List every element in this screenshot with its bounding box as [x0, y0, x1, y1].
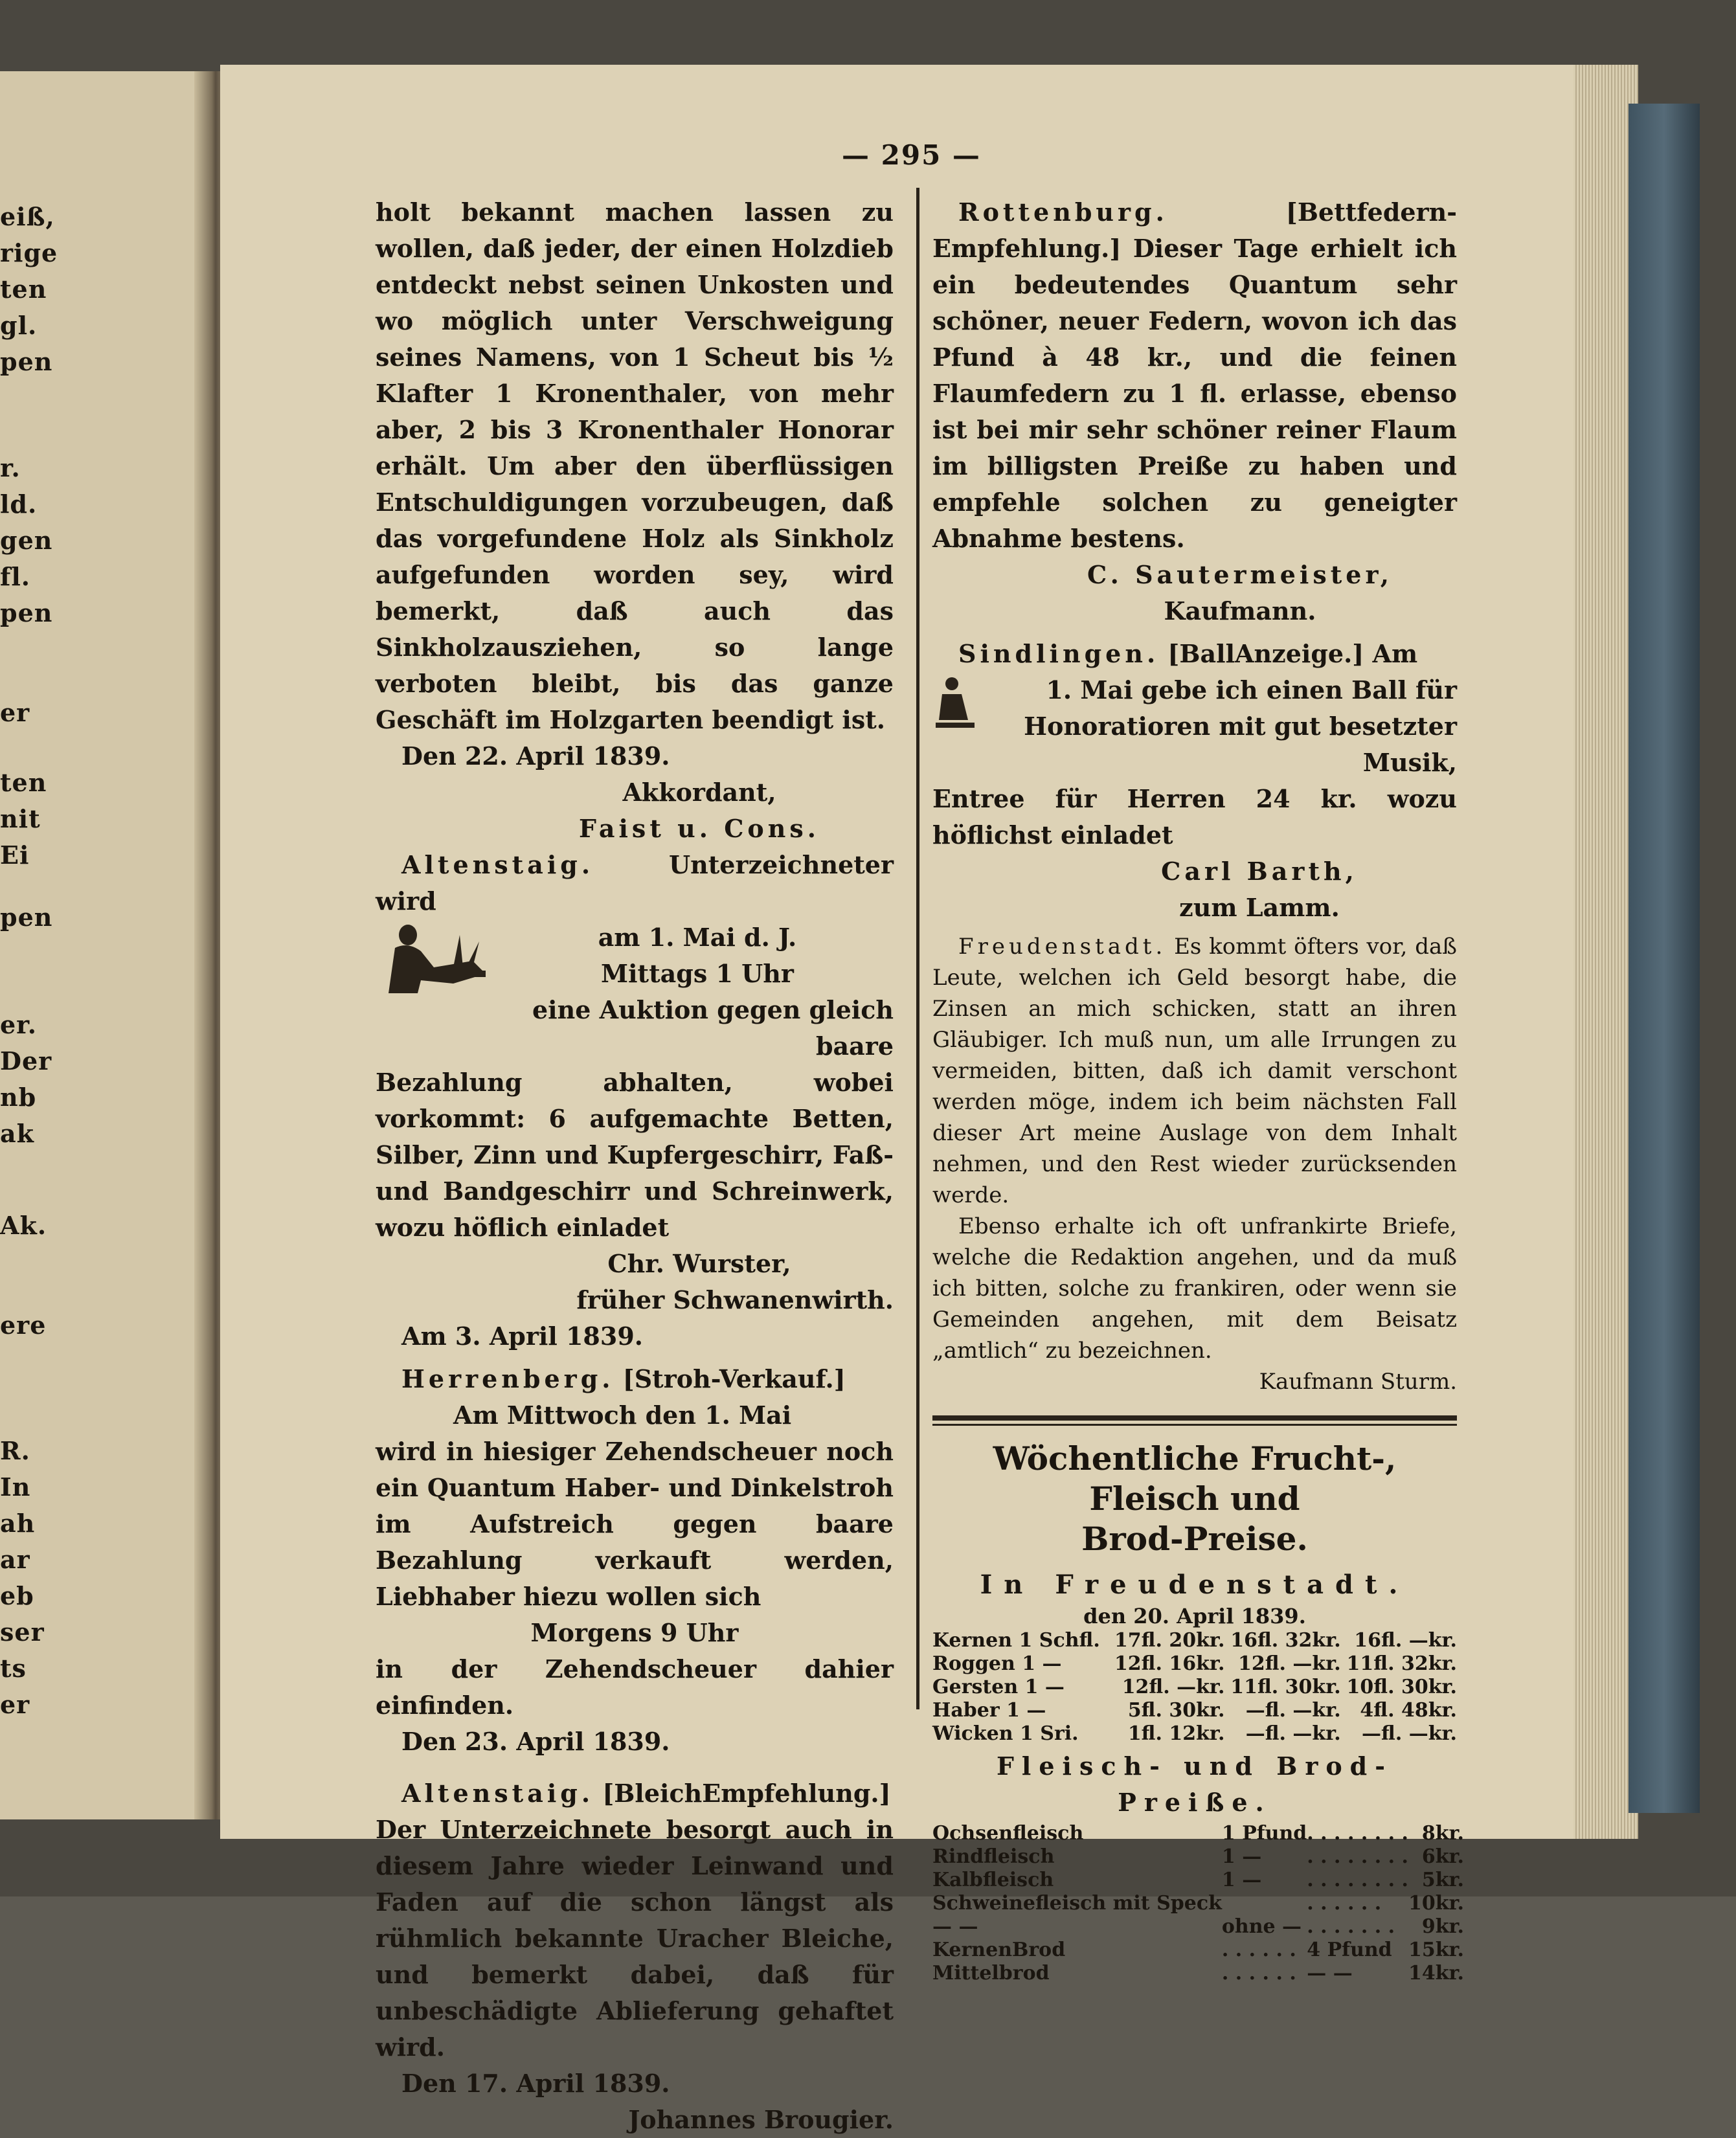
- table-cell: Mittelbrod: [932, 1962, 1050, 1985]
- fragment: R.: [0, 1436, 30, 1465]
- ad-altenstaig-block: [376, 919, 894, 1064]
- fragment: r.: [0, 453, 21, 482]
- table-cell: Roggen 1 —: [932, 1652, 1062, 1675]
- fragment: ar: [0, 1545, 30, 1574]
- fragment: eiß,: [0, 202, 55, 231]
- table-row: [932, 1822, 1464, 1845]
- table-row: [932, 1722, 1457, 1746]
- fragment: rige: [0, 238, 58, 267]
- prices-title: Wöchentliche Frucht-, Fleisch und: [993, 1439, 1397, 1518]
- ad-title: [Stroh-Verkauf.]: [622, 1364, 846, 1393]
- table-cell: 9kr.: [1421, 1915, 1464, 1938]
- ad-sindlingen-block: [932, 672, 1457, 781]
- table-cell: KernenBrod: [932, 1939, 1066, 1961]
- ad-freudenstadt-body2: Ebenso erhalte ich oft unfrankirte Briefe, welche die Redaktion angehen, und da muß ich bitten, solche zu frankiren, oder wenn sie Gemeinden angehen, mit dem Beisatz „amtlich“ zu bezeichnen.: [932, 1213, 1457, 1364]
- table-cell: 17fl. 20kr.: [1114, 1629, 1225, 1652]
- ad-time: Morgens 9 Uhr: [530, 1618, 739, 1647]
- meat-bread-title: Fleisch- und Brod-Preiße.: [996, 1751, 1393, 1817]
- fragment: ah: [0, 1509, 36, 1538]
- ad-sindlingen-heading: [932, 636, 1457, 672]
- ad-sindlingen-body: Entree für Herren 24 kr. wozu höflichst einladet: [932, 784, 1457, 850]
- ad-herrenberg-body: wird in hiesiger Zehendscheuer noch ein Quantum Haber- und Dinkelstroh im Aufstreich gegen baare Bezahlung verkauft werden, Liebhaber hiezu wollen sich: [376, 1437, 894, 1611]
- table-row: [932, 1652, 1457, 1676]
- table-cell: — —: [1307, 1962, 1353, 1985]
- table-cell: 1fl. 12kr.: [1127, 1722, 1225, 1745]
- left-column: [376, 194, 894, 2138]
- table-cell: 14kr.: [1408, 1962, 1464, 1985]
- table-cell: 1 —: [1221, 1869, 1262, 1891]
- prices-place: In Freudenstadt.: [980, 1570, 1410, 1600]
- notice-signature-title: Akkordant,: [622, 778, 776, 807]
- ad-line: Unterzeichneter wird: [376, 850, 894, 916]
- ad-line: am 1. Mai d. J.: [598, 923, 797, 952]
- table-cell: 4 Pfund: [1307, 1939, 1392, 1961]
- table-cell: —fl. —kr.: [1245, 1722, 1341, 1745]
- ad-altenstaig-heading: [376, 847, 894, 919]
- ad-herrenberg-heading: [376, 1361, 894, 1397]
- ad-signature: Chr. Wurster,: [607, 1249, 791, 1278]
- fragment: nit: [0, 804, 41, 833]
- table-cell: 8kr.: [1421, 1822, 1464, 1845]
- ad-signature: C. Sautermeister,: [1087, 560, 1393, 589]
- ad-line: eine Auktion gegen gleich baare: [532, 995, 894, 1061]
- place-name: Altenstaig.: [401, 850, 594, 879]
- right-column: [932, 194, 1464, 1985]
- auctioneer-woodcut-icon: [376, 922, 492, 993]
- prices-title-2: Brod-Preise.: [1081, 1520, 1308, 1558]
- table-cell: 11fl. 32kr.: [1346, 1652, 1457, 1675]
- fragment: ts: [0, 1654, 27, 1683]
- table-row: [932, 1845, 1464, 1869]
- table-cell: [1222, 1892, 1307, 1915]
- place-name: Herrenberg.: [401, 1364, 614, 1393]
- place-name: Sindlingen.: [958, 639, 1160, 668]
- table-cell: ohne —: [1221, 1915, 1302, 1938]
- grain-price-table: [932, 1629, 1457, 1746]
- ad-freudenstadt: [932, 931, 1457, 1211]
- table-row: [932, 1892, 1464, 1915]
- fragment: er: [0, 1690, 30, 1719]
- table-cell: 12fl. 16kr.: [1114, 1652, 1225, 1675]
- table-cell: 16fl. —kr.: [1354, 1629, 1457, 1652]
- ad-date: Am 3. April 1839.: [401, 1322, 643, 1351]
- ad-date: Den 17. April 1839.: [401, 2069, 670, 2098]
- table-cell: . . . . . .: [1221, 1939, 1296, 1961]
- ad-bleich-body: Der Unterzeichnete besorgt auch in diesem Jahre wieder Leinwand und Faden auf die schon längst als rühmlich bekannte Uracher Bleiche, und bemerkt dabei, daß für unbeschädigte Ablieferung gehaftet wird.: [376, 1815, 894, 2062]
- table-cell: Gersten 1 —: [932, 1676, 1065, 1698]
- fragment: ten: [0, 275, 47, 304]
- table-row: [932, 1869, 1464, 1892]
- ad-line: Honoratioren mit gut besetzter Musik,: [1024, 712, 1457, 777]
- meat-bread-price-table: [932, 1822, 1464, 1985]
- table-cell: . . . . . . . .: [1307, 1822, 1408, 1845]
- fragment: ld.: [0, 489, 38, 519]
- fragment: ten: [0, 768, 47, 797]
- table-cell: — —: [932, 1915, 978, 1938]
- ad-line: in der Zehendscheuer dahier einfinden.: [376, 1654, 894, 1720]
- table-cell: 5fl. 30kr.: [1127, 1699, 1225, 1722]
- table-cell: 1 Pfund: [1221, 1822, 1307, 1845]
- fragment: ak: [0, 1119, 34, 1148]
- table-row: [932, 1676, 1457, 1699]
- fragment: ser: [0, 1617, 45, 1647]
- dancers-woodcut-icon: [932, 675, 991, 733]
- table-cell: 1 —: [1221, 1845, 1262, 1868]
- fragment: er: [0, 698, 30, 727]
- table-cell: 16fl. 32kr.: [1230, 1629, 1341, 1652]
- fragment: fl.: [0, 562, 31, 591]
- fragment: eb: [0, 1581, 34, 1610]
- fragment: nb: [0, 1083, 37, 1112]
- table-cell: Haber 1 —: [932, 1699, 1046, 1722]
- table-cell: 10kr.: [1408, 1892, 1464, 1915]
- ad-signature: Carl Barth,: [1161, 857, 1358, 886]
- table-row: [932, 1699, 1457, 1722]
- table-cell: . . . . . . . .: [1307, 1869, 1408, 1891]
- table-cell: Ochsenfleisch: [932, 1822, 1084, 1845]
- place-name: Altenstaig.: [401, 1779, 594, 1808]
- table-row: [932, 1939, 1464, 1962]
- table-cell: —fl. —kr.: [1362, 1722, 1457, 1745]
- table-row: [932, 1915, 1464, 1939]
- section-rule: [932, 1415, 1457, 1426]
- ad-line: Am Mittwoch den 1. Mai: [453, 1401, 792, 1430]
- place-name: Rottenburg.: [958, 197, 1168, 227]
- ad-line: Mittags 1 Uhr: [601, 959, 794, 988]
- ad-signature-sub: Kaufmann.: [1164, 596, 1316, 625]
- book-cover: [1629, 104, 1700, 1813]
- table-cell: 12fl. —kr.: [1122, 1676, 1225, 1698]
- ad-signature: Kaufmann Sturm.: [1259, 1369, 1457, 1395]
- ad-title: [BallAnzeige.] Am: [1167, 639, 1418, 668]
- fragment: Der: [0, 1046, 52, 1075]
- page-number: — 295 —: [842, 139, 981, 171]
- ad-body: [Bettfedern-Empfehlung.] Dieser Tage erhielt ich ein bedeutendes Quantum sehr schöner, neuer Federn, wovon ich das Pfund à 48 kr., und die feinen Flaumfedern zu 1 fl. erlasse, ebenso ist bei mir sehr schöner reiner Flaum im billigsten Preiße zu haben und empfehle solchen zu geneigter Abnahme bestens.: [932, 197, 1457, 553]
- fragment: Ak.: [0, 1211, 47, 1240]
- notice-holzdieb: holt bekannt machen lassen zu wollen, daß jeder, der einen Holzdieb entdeckt nebst seinen Unkosten und wo möglich unter Verschweigung seines Namens, von 1 Scheut bis ½ Klafter 1 Kronenthaler, von mehr aber, 2 bis 3 Kronenthaler Honorar erhält. Um aber den überflüssigen Entschuldigungen vorzubeugen, daß das vorgefundene Holz als Sinkholz aufgefunden worden sey, wird bemerkt, daß auch das Sinkholzausziehen, so lange verboten bleibt, bis das ganze Geschäft im Holzgarten beendigt ist.: [376, 197, 894, 734]
- fragment: ere: [0, 1311, 47, 1340]
- ad-signature-sub: früher Schwanenwirth.: [576, 1285, 894, 1314]
- table-cell: 15kr.: [1408, 1939, 1464, 1961]
- table-cell: . . . . . . . .: [1307, 1845, 1408, 1868]
- table-row: [932, 1629, 1457, 1652]
- table-cell: 11fl. 30kr.: [1230, 1676, 1341, 1698]
- fragment: er.: [0, 1010, 37, 1039]
- fragment: gl.: [0, 311, 38, 340]
- table-cell: 5kr.: [1421, 1869, 1464, 1891]
- table-cell: Schweinefleisch mit Speck: [932, 1892, 1222, 1915]
- table-cell: 10fl. 30kr.: [1346, 1676, 1457, 1698]
- place-name: Freudenstadt.: [958, 934, 1167, 960]
- table-cell: . . . . . .: [1221, 1962, 1296, 1985]
- table-cell: —fl. —kr.: [1245, 1699, 1341, 1722]
- fragment: pen: [0, 598, 53, 627]
- table-cell: Rindfleisch: [932, 1845, 1055, 1868]
- notice-signature: Faist u. Cons.: [578, 814, 820, 843]
- ad-line: 1. Mai gebe ich einen Ball für: [1046, 675, 1457, 704]
- fragment: gen: [0, 526, 53, 555]
- ad-body: Es kommt öfters vor, daß Leute, welchen ich Geld besorgt habe, die Zinsen an mich schicken, statt an ihren Gläubiger. Ich muß nun, um alle Irrungen zu vermeiden, bitten, daß ich damit verschont werden möge, indem ich beim nächsten Fall dieser Art meine Auslage von dem Inhalt nehmen, und den Rest wieder zurücksenden werde.: [932, 934, 1457, 1208]
- fragment: pen: [0, 347, 53, 376]
- table-cell: 12fl. —kr.: [1237, 1652, 1341, 1675]
- table-cell: 6kr.: [1421, 1845, 1464, 1868]
- ad-signature-sub: zum Lamm.: [1179, 893, 1340, 922]
- table-cell: Kalbfleisch: [932, 1869, 1054, 1891]
- ad-date: Den 23. April 1839.: [401, 1727, 670, 1756]
- ad-bleich-heading: [376, 1775, 894, 1812]
- table-row: [932, 1962, 1464, 1985]
- column-rule: [916, 188, 919, 1709]
- ad-signature: Johannes Brougier.: [628, 2105, 894, 2134]
- table-cell: . . . . . . .: [1307, 1915, 1395, 1938]
- ad-title: [BleichEmpfehlung.]: [602, 1779, 891, 1808]
- table-cell: 4fl. 48kr.: [1360, 1699, 1457, 1722]
- fragment: In: [0, 1472, 31, 1502]
- notice-date: Den 22. April 1839.: [401, 741, 670, 771]
- ad-altenstaig-body: Bezahlung abhalten, wobei vorkommt: 6 aufgemachte Betten, Silber, Zinn und Kupfergeschirr, Faß- und Bandgeschirr und Schreinwerk, wozu höflich einladet: [376, 1068, 894, 1242]
- table-cell: . . . . . .: [1307, 1892, 1382, 1915]
- fragment: pen: [0, 903, 53, 932]
- table-cell: Wicken 1 Sri.: [932, 1722, 1079, 1745]
- table-cell: Kernen 1 Schfl.: [932, 1629, 1100, 1652]
- ad-rottenburg: [932, 194, 1457, 557]
- fragment: Ei: [0, 840, 30, 870]
- prices-date: den 20. April 1839.: [1083, 1604, 1306, 1628]
